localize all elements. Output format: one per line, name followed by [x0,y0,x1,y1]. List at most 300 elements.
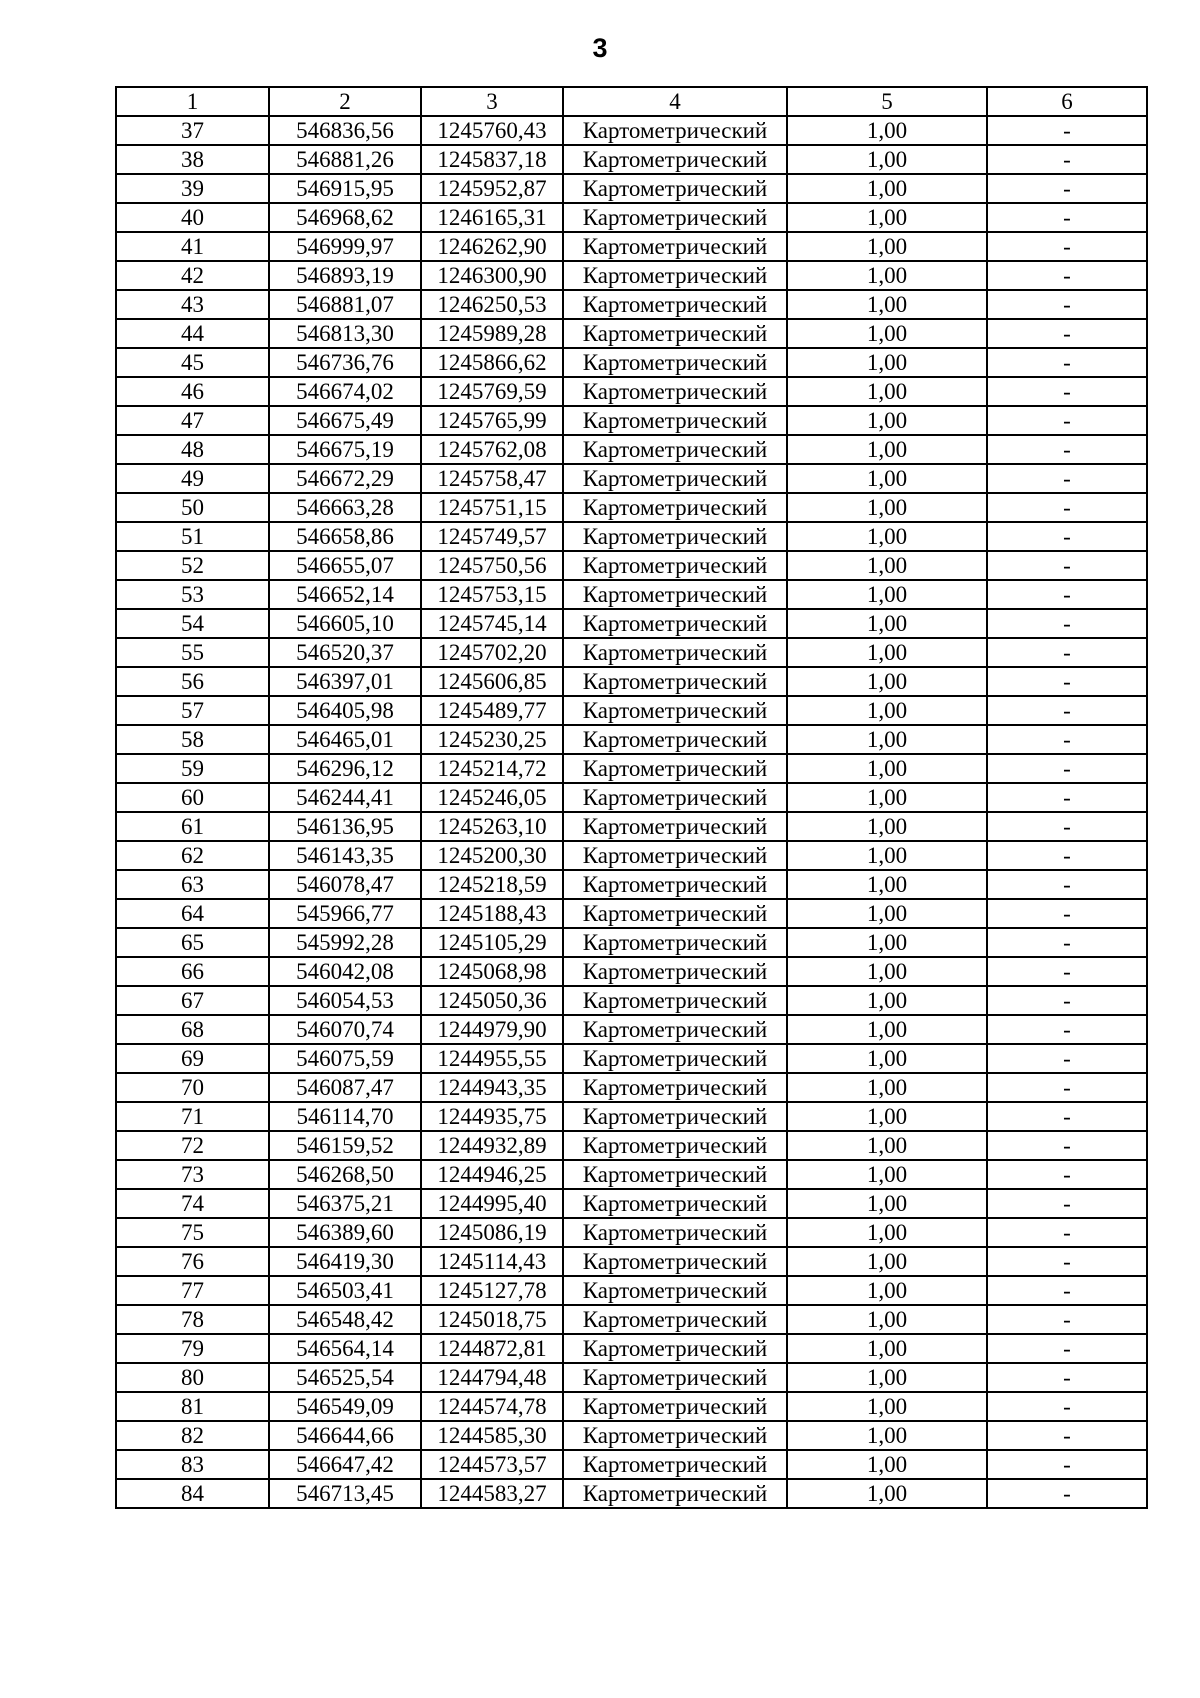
description-cell: - [987,435,1147,464]
y-coordinate-cell: 1245765,99 [421,406,563,435]
point-number-cell: 44 [116,319,269,348]
description-cell: - [987,290,1147,319]
table-row [116,261,1147,290]
table-row [116,290,1147,319]
y-coordinate-cell: 1245762,08 [421,435,563,464]
y-coordinate-cell: 1245760,43 [421,116,563,145]
accuracy-cell: 1,00 [787,1421,987,1450]
method-cell: Картометрический [563,725,787,754]
description-cell: - [987,319,1147,348]
accuracy-cell: 1,00 [787,928,987,957]
description-cell: - [987,1421,1147,1450]
accuracy-cell: 1,00 [787,232,987,261]
accuracy-cell: 1,00 [787,899,987,928]
accuracy-cell: 1,00 [787,870,987,899]
x-coordinate-cell: 546244,41 [269,783,421,812]
accuracy-cell: 1,00 [787,667,987,696]
method-cell: Картометрический [563,435,787,464]
column-header: 5 [787,87,987,116]
point-number-cell: 59 [116,754,269,783]
method-cell: Картометрический [563,377,787,406]
x-coordinate-cell: 546419,30 [269,1247,421,1276]
table-row [116,1131,1147,1160]
table-row [116,1305,1147,1334]
description-cell: - [987,928,1147,957]
y-coordinate-cell: 1244946,25 [421,1160,563,1189]
method-cell: Картометрический [563,203,787,232]
point-number-cell: 79 [116,1334,269,1363]
point-number-cell: 49 [116,464,269,493]
description-cell: - [987,725,1147,754]
table-row [116,638,1147,667]
method-cell: Картометрический [563,754,787,783]
x-coordinate-cell: 546078,47 [269,870,421,899]
x-coordinate-cell: 546999,97 [269,232,421,261]
point-number-cell: 77 [116,1276,269,1305]
y-coordinate-cell: 1245263,10 [421,812,563,841]
point-number-cell: 61 [116,812,269,841]
table-row [116,609,1147,638]
description-cell: - [987,1305,1147,1334]
table-row [116,377,1147,406]
method-cell: Картометрический [563,290,787,319]
accuracy-cell: 1,00 [787,1276,987,1305]
x-coordinate-cell: 546054,53 [269,986,421,1015]
table-row [116,1160,1147,1189]
x-coordinate-cell: 546675,49 [269,406,421,435]
x-coordinate-cell: 546644,66 [269,1421,421,1450]
x-coordinate-cell: 546548,42 [269,1305,421,1334]
y-coordinate-cell: 1244935,75 [421,1102,563,1131]
method-cell: Картометрический [563,696,787,725]
point-number-cell: 38 [116,145,269,174]
accuracy-cell: 1,00 [787,1102,987,1131]
point-number-cell: 66 [116,957,269,986]
point-number-cell: 60 [116,783,269,812]
x-coordinate-cell: 545992,28 [269,928,421,957]
accuracy-cell: 1,00 [787,1363,987,1392]
table-header-row [116,87,1147,116]
point-number-cell: 75 [116,1218,269,1247]
table-body [116,87,1147,1508]
description-cell: - [987,754,1147,783]
method-cell: Картометрический [563,667,787,696]
page-number: 3 [592,33,608,63]
x-coordinate-cell: 546655,07 [269,551,421,580]
table-row [116,754,1147,783]
x-coordinate-cell: 546375,21 [269,1189,421,1218]
table-row [116,1247,1147,1276]
x-coordinate-cell: 546564,14 [269,1334,421,1363]
y-coordinate-cell: 1245758,47 [421,464,563,493]
table-row [116,1218,1147,1247]
table-row [116,725,1147,754]
table-row [116,145,1147,174]
y-coordinate-cell: 1244574,78 [421,1392,563,1421]
point-number-cell: 72 [116,1131,269,1160]
y-coordinate-cell: 1244573,57 [421,1450,563,1479]
accuracy-cell: 1,00 [787,1247,987,1276]
table-row [116,580,1147,609]
description-cell: - [987,1160,1147,1189]
table-row [116,1421,1147,1450]
point-number-cell: 47 [116,406,269,435]
x-coordinate-cell: 546736,76 [269,348,421,377]
accuracy-cell: 1,00 [787,725,987,754]
method-cell: Картометрический [563,145,787,174]
accuracy-cell: 1,00 [787,493,987,522]
method-cell: Картометрический [563,493,787,522]
description-cell: - [987,1276,1147,1305]
description-cell: - [987,1450,1147,1479]
y-coordinate-cell: 1245753,15 [421,580,563,609]
accuracy-cell: 1,00 [787,435,987,464]
y-coordinate-cell: 1246300,90 [421,261,563,290]
x-coordinate-cell: 546813,30 [269,319,421,348]
y-coordinate-cell: 1245989,28 [421,319,563,348]
accuracy-cell: 1,00 [787,319,987,348]
y-coordinate-cell: 1246165,31 [421,203,563,232]
y-coordinate-cell: 1245068,98 [421,957,563,986]
method-cell: Картометрический [563,464,787,493]
accuracy-cell: 1,00 [787,348,987,377]
point-number-cell: 71 [116,1102,269,1131]
x-coordinate-cell: 546520,37 [269,638,421,667]
accuracy-cell: 1,00 [787,1073,987,1102]
method-cell: Картометрический [563,1131,787,1160]
x-coordinate-cell: 546663,28 [269,493,421,522]
point-number-cell: 52 [116,551,269,580]
point-number-cell: 81 [116,1392,269,1421]
point-number-cell: 67 [116,986,269,1015]
y-coordinate-cell: 1245050,36 [421,986,563,1015]
x-coordinate-cell: 546915,95 [269,174,421,203]
point-number-cell: 64 [116,899,269,928]
table-row [116,1102,1147,1131]
accuracy-cell: 1,00 [787,1479,987,1508]
description-cell: - [987,1218,1147,1247]
x-coordinate-cell: 546605,10 [269,609,421,638]
table-row [116,1044,1147,1073]
table-row [116,928,1147,957]
table-row [116,812,1147,841]
method-cell: Картометрический [563,348,787,377]
method-cell: Картометрический [563,232,787,261]
x-coordinate-cell: 546503,41 [269,1276,421,1305]
y-coordinate-cell: 1245952,87 [421,174,563,203]
accuracy-cell: 1,00 [787,1044,987,1073]
point-number-cell: 56 [116,667,269,696]
x-coordinate-cell: 546881,26 [269,145,421,174]
table-row [116,232,1147,261]
point-number-cell: 39 [116,174,269,203]
method-cell: Картометрический [563,1450,787,1479]
method-cell: Картометрический [563,551,787,580]
x-coordinate-cell: 546136,95 [269,812,421,841]
method-cell: Картометрический [563,116,787,145]
accuracy-cell: 1,00 [787,261,987,290]
description-cell: - [987,348,1147,377]
accuracy-cell: 1,00 [787,783,987,812]
accuracy-cell: 1,00 [787,1189,987,1218]
point-number-cell: 57 [116,696,269,725]
accuracy-cell: 1,00 [787,638,987,667]
description-cell: - [987,522,1147,551]
table-row [116,1479,1147,1508]
table-row [116,870,1147,899]
point-number-cell: 69 [116,1044,269,1073]
description-cell: - [987,145,1147,174]
table-row [116,435,1147,464]
point-number-cell: 55 [116,638,269,667]
method-cell: Картометрический [563,1479,787,1508]
description-cell: - [987,464,1147,493]
accuracy-cell: 1,00 [787,1015,987,1044]
accuracy-cell: 1,00 [787,551,987,580]
x-coordinate-cell: 545966,77 [269,899,421,928]
x-coordinate-cell: 546525,54 [269,1363,421,1392]
y-coordinate-cell: 1245866,62 [421,348,563,377]
point-number-cell: 80 [116,1363,269,1392]
point-number-cell: 54 [116,609,269,638]
description-cell: - [987,870,1147,899]
x-coordinate-cell: 546652,14 [269,580,421,609]
y-coordinate-cell: 1245214,72 [421,754,563,783]
y-coordinate-cell: 1245127,78 [421,1276,563,1305]
table-row [116,1073,1147,1102]
accuracy-cell: 1,00 [787,116,987,145]
x-coordinate-cell: 546405,98 [269,696,421,725]
table-row [116,116,1147,145]
point-number-cell: 83 [116,1450,269,1479]
y-coordinate-cell: 1244794,48 [421,1363,563,1392]
x-coordinate-cell: 546836,56 [269,116,421,145]
method-cell: Картометрический [563,928,787,957]
x-coordinate-cell: 546087,47 [269,1073,421,1102]
point-number-cell: 76 [116,1247,269,1276]
method-cell: Картометрический [563,1189,787,1218]
column-header: 3 [421,87,563,116]
accuracy-cell: 1,00 [787,957,987,986]
description-cell: - [987,841,1147,870]
x-coordinate-cell: 546075,59 [269,1044,421,1073]
point-number-cell: 37 [116,116,269,145]
y-coordinate-cell: 1244585,30 [421,1421,563,1450]
description-cell: - [987,1044,1147,1073]
accuracy-cell: 1,00 [787,464,987,493]
table-row [116,1450,1147,1479]
table-row [116,1276,1147,1305]
table-row [116,957,1147,986]
table-row [116,203,1147,232]
description-cell: - [987,667,1147,696]
accuracy-cell: 1,00 [787,1131,987,1160]
y-coordinate-cell: 1245105,29 [421,928,563,957]
table-row [116,986,1147,1015]
point-number-cell: 48 [116,435,269,464]
x-coordinate-cell: 546389,60 [269,1218,421,1247]
method-cell: Картометрический [563,841,787,870]
table-row [116,1189,1147,1218]
method-cell: Картометрический [563,1044,787,1073]
description-cell: - [987,1479,1147,1508]
description-cell: - [987,1189,1147,1218]
table-row [116,1334,1147,1363]
table-row [116,522,1147,551]
method-cell: Картометрический [563,870,787,899]
method-cell: Картометрический [563,1247,787,1276]
y-coordinate-cell: 1245230,25 [421,725,563,754]
table-row [116,783,1147,812]
method-cell: Картометрический [563,174,787,203]
accuracy-cell: 1,00 [787,174,987,203]
description-cell: - [987,1363,1147,1392]
y-coordinate-cell: 1245837,18 [421,145,563,174]
y-coordinate-cell: 1244583,27 [421,1479,563,1508]
description-cell: - [987,203,1147,232]
accuracy-cell: 1,00 [787,522,987,551]
description-cell: - [987,1247,1147,1276]
point-number-cell: 43 [116,290,269,319]
table-row [116,319,1147,348]
y-coordinate-cell: 1245745,14 [421,609,563,638]
x-coordinate-cell: 546070,74 [269,1015,421,1044]
description-cell: - [987,174,1147,203]
table-row [116,841,1147,870]
point-number-cell: 68 [116,1015,269,1044]
table-row [116,348,1147,377]
accuracy-cell: 1,00 [787,1160,987,1189]
description-cell: - [987,1334,1147,1363]
y-coordinate-cell: 1245702,20 [421,638,563,667]
point-number-cell: 40 [116,203,269,232]
y-coordinate-cell: 1244955,55 [421,1044,563,1073]
y-coordinate-cell: 1244932,89 [421,1131,563,1160]
point-number-cell: 50 [116,493,269,522]
method-cell: Картометрический [563,1073,787,1102]
y-coordinate-cell: 1245750,56 [421,551,563,580]
y-coordinate-cell: 1245489,77 [421,696,563,725]
method-cell: Картометрический [563,319,787,348]
x-coordinate-cell: 546672,29 [269,464,421,493]
x-coordinate-cell: 546675,19 [269,435,421,464]
y-coordinate-cell: 1245769,59 [421,377,563,406]
accuracy-cell: 1,00 [787,145,987,174]
x-coordinate-cell: 546397,01 [269,667,421,696]
table-row [116,667,1147,696]
point-number-cell: 42 [116,261,269,290]
description-cell: - [987,1392,1147,1421]
description-cell: - [987,609,1147,638]
method-cell: Картометрический [563,1305,787,1334]
point-number-cell: 45 [116,348,269,377]
column-header: 2 [269,87,421,116]
point-number-cell: 41 [116,232,269,261]
method-cell: Картометрический [563,1160,787,1189]
accuracy-cell: 1,00 [787,812,987,841]
table-row [116,406,1147,435]
point-number-cell: 62 [116,841,269,870]
accuracy-cell: 1,00 [787,1305,987,1334]
table-row [116,174,1147,203]
method-cell: Картометрический [563,812,787,841]
description-cell: - [987,899,1147,928]
table-row [116,464,1147,493]
method-cell: Картометрический [563,406,787,435]
accuracy-cell: 1,00 [787,580,987,609]
y-coordinate-cell: 1245749,57 [421,522,563,551]
column-header: 6 [987,87,1147,116]
point-number-cell: 53 [116,580,269,609]
y-coordinate-cell: 1246262,90 [421,232,563,261]
description-cell: - [987,1102,1147,1131]
y-coordinate-cell: 1245086,19 [421,1218,563,1247]
method-cell: Картометрический [563,638,787,667]
accuracy-cell: 1,00 [787,754,987,783]
method-cell: Картометрический [563,1392,787,1421]
method-cell: Картометрический [563,580,787,609]
x-coordinate-cell: 546893,19 [269,261,421,290]
y-coordinate-cell: 1245606,85 [421,667,563,696]
method-cell: Картометрический [563,783,787,812]
description-cell: - [987,783,1147,812]
description-cell: - [987,377,1147,406]
accuracy-cell: 1,00 [787,406,987,435]
y-coordinate-cell: 1245246,05 [421,783,563,812]
accuracy-cell: 1,00 [787,841,987,870]
table-row [116,551,1147,580]
x-coordinate-cell: 546042,08 [269,957,421,986]
table-row [116,493,1147,522]
point-number-cell: 65 [116,928,269,957]
point-number-cell: 74 [116,1189,269,1218]
method-cell: Картометрический [563,1363,787,1392]
table-row [116,1015,1147,1044]
coordinates-table [115,86,1148,1509]
description-cell: - [987,493,1147,522]
method-cell: Картометрический [563,1015,787,1044]
accuracy-cell: 1,00 [787,290,987,319]
description-cell: - [987,406,1147,435]
point-number-cell: 73 [116,1160,269,1189]
description-cell: - [987,986,1147,1015]
x-coordinate-cell: 546114,70 [269,1102,421,1131]
accuracy-cell: 1,00 [787,203,987,232]
y-coordinate-cell: 1244995,40 [421,1189,563,1218]
x-coordinate-cell: 546968,62 [269,203,421,232]
description-cell: - [987,812,1147,841]
x-coordinate-cell: 546268,50 [269,1160,421,1189]
accuracy-cell: 1,00 [787,1218,987,1247]
x-coordinate-cell: 546549,09 [269,1392,421,1421]
method-cell: Картометрический [563,1334,787,1363]
table-row [116,1363,1147,1392]
x-coordinate-cell: 546296,12 [269,754,421,783]
x-coordinate-cell: 546713,45 [269,1479,421,1508]
x-coordinate-cell: 546143,35 [269,841,421,870]
method-cell: Картометрический [563,899,787,928]
table-row [116,696,1147,725]
method-cell: Картометрический [563,1276,787,1305]
x-coordinate-cell: 546674,02 [269,377,421,406]
table-row [116,1392,1147,1421]
point-number-cell: 63 [116,870,269,899]
description-cell: - [987,580,1147,609]
point-number-cell: 58 [116,725,269,754]
method-cell: Картометрический [563,522,787,551]
accuracy-cell: 1,00 [787,1392,987,1421]
accuracy-cell: 1,00 [787,986,987,1015]
